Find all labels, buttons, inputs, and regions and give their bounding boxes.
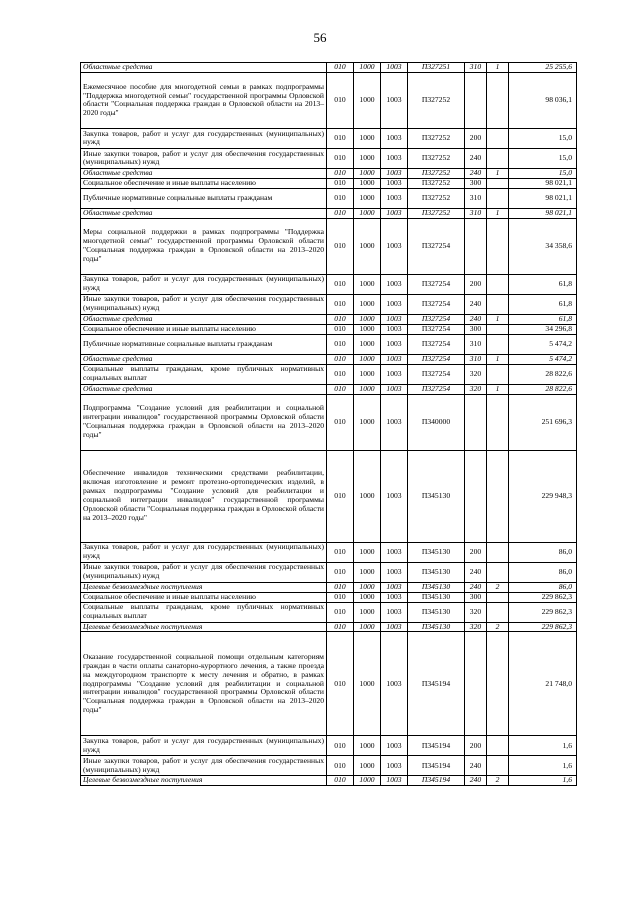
row-funding-source — [487, 632, 509, 736]
row-name: Социальное обеспечение и иные выплаты населению — [81, 592, 327, 602]
row-admin-code: 010 — [327, 314, 354, 324]
row-subsection-code: 1003 — [381, 602, 408, 622]
row-funding-source — [487, 324, 509, 334]
row-amount: 61,8 — [509, 294, 577, 314]
row-expense-type: 240 — [465, 582, 487, 592]
row-name: Областные средства — [81, 314, 327, 324]
row-name: Публичные нормативные социальные выплаты гражданам — [81, 188, 327, 208]
row-expense-type — [465, 632, 487, 736]
row-target-code: П327252 — [408, 128, 465, 148]
row-amount: 229 862,3 — [509, 602, 577, 622]
row-section-code: 1000 — [354, 334, 381, 354]
row-name: Закупка товаров, работ и услуг для государственных (муниципальных) нужд — [81, 736, 327, 756]
row-funding-source — [487, 294, 509, 314]
row-expense-type — [465, 218, 487, 274]
row-expense-type: 320 — [465, 384, 487, 394]
table-row — [81, 582, 577, 592]
row-target-code: П345130 — [408, 622, 465, 632]
row-expense-type — [465, 394, 487, 450]
row-admin-code: 010 — [327, 384, 354, 394]
row-name: Оказание государственной социальной помощи отдельным категориям граждан в части оплаты санаторно-курортного лечения, а также проезда на междугородном транспорте к месту лечения и обратно, в рамках подпрограммы "Создание условий для реабилитации и социальной интеграции инвалидов" государственной программы Орловской области "Социальная поддержка граждан в Орловской области на 2013–2020 годы" — [81, 632, 327, 736]
row-funding-source: 1 — [487, 208, 509, 218]
row-amount: 15,0 — [509, 128, 577, 148]
row-funding-source: 1 — [487, 354, 509, 364]
row-amount: 98 021,1 — [509, 188, 577, 208]
row-admin-code: 010 — [327, 450, 354, 542]
row-expense-type: 240 — [465, 776, 487, 786]
row-name: Публичные нормативные социальные выплаты гражданам — [81, 334, 327, 354]
row-admin-code: 010 — [327, 562, 354, 582]
row-section-code: 1000 — [354, 274, 381, 294]
row-expense-type: 200 — [465, 542, 487, 562]
row-subsection-code: 1003 — [381, 450, 408, 542]
row-admin-code: 010 — [327, 178, 354, 188]
row-expense-type: 320 — [465, 622, 487, 632]
row-section-code: 1000 — [354, 128, 381, 148]
row-name: Областные средства — [81, 354, 327, 364]
row-subsection-code: 1003 — [381, 178, 408, 188]
table-row — [81, 274, 577, 294]
budget-table-body — [81, 63, 577, 786]
row-target-code: П345194 — [408, 736, 465, 756]
row-section-code: 1000 — [354, 542, 381, 562]
row-subsection-code: 1003 — [381, 274, 408, 294]
row-amount: 229 862,3 — [509, 622, 577, 632]
row-target-code: П327254 — [408, 354, 465, 364]
row-expense-type: 240 — [465, 148, 487, 168]
row-section-code: 1000 — [354, 756, 381, 776]
row-amount: 15,0 — [509, 168, 577, 178]
row-expense-type: 310 — [465, 188, 487, 208]
row-admin-code: 010 — [327, 602, 354, 622]
row-subsection-code: 1003 — [381, 384, 408, 394]
row-admin-code: 010 — [327, 394, 354, 450]
row-section-code: 1000 — [354, 736, 381, 756]
row-target-code: П345130 — [408, 450, 465, 542]
row-funding-source: 2 — [487, 582, 509, 592]
row-admin-code: 010 — [327, 148, 354, 168]
row-subsection-code: 1003 — [381, 364, 408, 384]
row-section-code: 1000 — [354, 602, 381, 622]
row-amount: 25 255,6 — [509, 63, 577, 73]
row-subsection-code: 1003 — [381, 148, 408, 168]
row-admin-code: 010 — [327, 334, 354, 354]
table-row — [81, 178, 577, 188]
table-row — [81, 148, 577, 168]
table-row — [81, 632, 577, 736]
row-admin-code: 010 — [327, 188, 354, 208]
row-name: Иные закупки товаров, работ и услуг для обеспечения государственных (муниципальных) нужд — [81, 756, 327, 776]
table-row — [81, 384, 577, 394]
row-target-code: П345130 — [408, 562, 465, 582]
row-section-code: 1000 — [354, 188, 381, 208]
row-admin-code: 010 — [327, 622, 354, 632]
row-amount: 98 021,1 — [509, 208, 577, 218]
table-row — [81, 592, 577, 602]
row-subsection-code: 1003 — [381, 562, 408, 582]
row-expense-type: 300 — [465, 178, 487, 188]
table-row — [81, 72, 577, 128]
row-admin-code: 010 — [327, 364, 354, 384]
row-name: Социальные выплаты гражданам, кроме публичных нормативных социальных выплат — [81, 364, 327, 384]
row-admin-code: 010 — [327, 63, 354, 73]
row-target-code: П327252 — [408, 148, 465, 168]
row-expense-type: 240 — [465, 756, 487, 776]
row-subsection-code: 1003 — [381, 294, 408, 314]
row-subsection-code: 1003 — [381, 63, 408, 73]
row-target-code: П327254 — [408, 364, 465, 384]
row-admin-code: 010 — [327, 72, 354, 128]
table-row — [81, 394, 577, 450]
row-section-code: 1000 — [354, 148, 381, 168]
row-subsection-code: 1003 — [381, 314, 408, 324]
row-name: Областные средства — [81, 208, 327, 218]
row-expense-type — [465, 72, 487, 128]
row-section-code: 1000 — [354, 394, 381, 450]
row-target-code: П345130 — [408, 542, 465, 562]
row-name: Иные закупки товаров, работ и услуг для обеспечения государственных (муниципальных) нужд — [81, 294, 327, 314]
row-amount: 5 474,2 — [509, 354, 577, 364]
row-funding-source — [487, 592, 509, 602]
row-subsection-code: 1003 — [381, 208, 408, 218]
row-section-code: 1000 — [354, 178, 381, 188]
row-name: Иные закупки товаров, работ и услуг для обеспечения государственных (муниципальных) нужд — [81, 148, 327, 168]
row-section-code: 1000 — [354, 632, 381, 736]
row-funding-source — [487, 736, 509, 756]
row-section-code: 1000 — [354, 582, 381, 592]
row-expense-type: 310 — [465, 354, 487, 364]
row-funding-source — [487, 72, 509, 128]
row-expense-type: 240 — [465, 562, 487, 582]
table-row — [81, 208, 577, 218]
row-section-code: 1000 — [354, 208, 381, 218]
row-name: Областные средства — [81, 384, 327, 394]
row-target-code: П327254 — [408, 314, 465, 324]
table-row — [81, 188, 577, 208]
row-amount: 61,8 — [509, 314, 577, 324]
row-amount: 5 474,2 — [509, 334, 577, 354]
row-subsection-code: 1003 — [381, 354, 408, 364]
row-amount: 229 862,3 — [509, 592, 577, 602]
row-name: Социальное обеспечение и иные выплаты населению — [81, 178, 327, 188]
row-amount: 28 822,6 — [509, 364, 577, 384]
row-amount: 34 296,8 — [509, 324, 577, 334]
row-amount: 28 822,6 — [509, 384, 577, 394]
row-amount: 229 948,3 — [509, 450, 577, 542]
row-section-code: 1000 — [354, 72, 381, 128]
table-row — [81, 542, 577, 562]
row-funding-source — [487, 148, 509, 168]
table-row — [81, 364, 577, 384]
row-expense-type — [465, 450, 487, 542]
row-name: Областные средства — [81, 168, 327, 178]
row-admin-code: 010 — [327, 294, 354, 314]
row-section-code: 1000 — [354, 364, 381, 384]
row-target-code: П345194 — [408, 776, 465, 786]
row-target-code: П327252 — [408, 178, 465, 188]
row-expense-type: 300 — [465, 592, 487, 602]
row-section-code: 1000 — [354, 63, 381, 73]
row-name: Закупка товаров, работ и услуг для государственных (муниципальных) нужд — [81, 128, 327, 148]
row-subsection-code: 1003 — [381, 736, 408, 756]
row-admin-code: 010 — [327, 354, 354, 364]
row-funding-source — [487, 394, 509, 450]
row-funding-source — [487, 334, 509, 354]
row-target-code: П327254 — [408, 218, 465, 274]
row-expense-type: 320 — [465, 602, 487, 622]
row-subsection-code: 1003 — [381, 188, 408, 208]
row-subsection-code: 1003 — [381, 582, 408, 592]
table-row — [81, 736, 577, 756]
row-section-code: 1000 — [354, 622, 381, 632]
row-subsection-code: 1003 — [381, 542, 408, 562]
table-row — [81, 602, 577, 622]
row-subsection-code: 1003 — [381, 622, 408, 632]
row-funding-source — [487, 450, 509, 542]
row-target-code: П345130 — [408, 592, 465, 602]
table-row — [81, 168, 577, 178]
row-funding-source — [487, 218, 509, 274]
page-number: 56 — [313, 30, 327, 45]
row-admin-code: 010 — [327, 582, 354, 592]
row-admin-code: 010 — [327, 324, 354, 334]
row-expense-type: 200 — [465, 736, 487, 756]
row-subsection-code: 1003 — [381, 756, 408, 776]
row-subsection-code: 1003 — [381, 324, 408, 334]
table-row — [81, 756, 577, 776]
row-name: Меры социальной поддержки в рамках подпрограммы "Поддержка многодетной семьи" государственной программы Орловской области "Социальная поддержка граждан в Орловской области на 2013–2020 годы" — [81, 218, 327, 274]
row-expense-type: 200 — [465, 128, 487, 148]
row-funding-source: 2 — [487, 622, 509, 632]
row-name: Социальные выплаты гражданам, кроме публичных нормативных социальных выплат — [81, 602, 327, 622]
row-admin-code: 010 — [327, 756, 354, 776]
row-section-code: 1000 — [354, 562, 381, 582]
row-admin-code: 010 — [327, 218, 354, 274]
row-amount: 61,8 — [509, 274, 577, 294]
table-row — [81, 294, 577, 314]
row-name: Закупка товаров, работ и услуг для государственных (муниципальных) нужд — [81, 542, 327, 562]
table-row — [81, 63, 577, 73]
row-funding-source: 1 — [487, 314, 509, 324]
row-name: Целевые безвозмездные поступления — [81, 582, 327, 592]
row-expense-type: 240 — [465, 294, 487, 314]
row-target-code: П327254 — [408, 324, 465, 334]
row-amount: 1,6 — [509, 736, 577, 756]
row-admin-code: 010 — [327, 736, 354, 756]
row-subsection-code: 1003 — [381, 128, 408, 148]
row-funding-source — [487, 542, 509, 562]
row-admin-code: 010 — [327, 776, 354, 786]
row-amount: 86,0 — [509, 562, 577, 582]
row-name: Закупка товаров, работ и услуг для государственных (муниципальных) нужд — [81, 274, 327, 294]
row-target-code: П327254 — [408, 334, 465, 354]
row-subsection-code: 1003 — [381, 394, 408, 450]
row-subsection-code: 1003 — [381, 168, 408, 178]
row-name: Целевые безвозмездные поступления — [81, 622, 327, 632]
row-funding-source — [487, 128, 509, 148]
row-target-code: П327254 — [408, 294, 465, 314]
row-expense-type: 310 — [465, 208, 487, 218]
row-section-code: 1000 — [354, 314, 381, 324]
row-admin-code: 010 — [327, 168, 354, 178]
row-amount: 86,0 — [509, 582, 577, 592]
row-funding-source: 1 — [487, 168, 509, 178]
row-amount: 1,6 — [509, 756, 577, 776]
row-admin-code: 010 — [327, 542, 354, 562]
table-row — [81, 354, 577, 364]
row-funding-source: 1 — [487, 63, 509, 73]
table-row — [81, 450, 577, 542]
row-target-code: П345130 — [408, 602, 465, 622]
table-row — [81, 776, 577, 786]
row-funding-source — [487, 188, 509, 208]
row-funding-source — [487, 274, 509, 294]
row-expense-type: 310 — [465, 63, 487, 73]
row-target-code: П327251 — [408, 63, 465, 73]
row-section-code: 1000 — [354, 776, 381, 786]
row-admin-code: 010 — [327, 274, 354, 294]
row-expense-type: 320 — [465, 364, 487, 384]
row-funding-source: 1 — [487, 384, 509, 394]
table-row — [81, 622, 577, 632]
row-name: Иные закупки товаров, работ и услуг для обеспечения государственных (муниципальных) нужд — [81, 562, 327, 582]
row-subsection-code: 1003 — [381, 592, 408, 602]
row-expense-type: 300 — [465, 324, 487, 334]
row-amount: 34 358,6 — [509, 218, 577, 274]
row-target-code: П327254 — [408, 384, 465, 394]
row-target-code: П327252 — [408, 168, 465, 178]
row-amount: 98 021,1 — [509, 178, 577, 188]
row-admin-code: 010 — [327, 592, 354, 602]
row-section-code: 1000 — [354, 218, 381, 274]
row-subsection-code: 1003 — [381, 218, 408, 274]
table-row — [81, 324, 577, 334]
row-name: Социальное обеспечение и иные выплаты населению — [81, 324, 327, 334]
table-row — [81, 562, 577, 582]
row-amount: 21 748,0 — [509, 632, 577, 736]
row-section-code: 1000 — [354, 354, 381, 364]
row-amount: 251 696,3 — [509, 394, 577, 450]
row-section-code: 1000 — [354, 592, 381, 602]
table-row — [81, 128, 577, 148]
row-amount: 98 036,1 — [509, 72, 577, 128]
row-name: Ежемесячное пособие для многодетной семьи в рамках подпрограммы "Поддержка многодетной семьи" государственной программы Орловской области "Социальная поддержка граждан в Орловской области на 2013–2020 годы" — [81, 72, 327, 128]
row-name: Целевые безвозмездные поступления — [81, 776, 327, 786]
row-funding-source — [487, 178, 509, 188]
row-target-code: П345130 — [408, 582, 465, 592]
row-name: Областные средства — [81, 63, 327, 73]
row-funding-source — [487, 756, 509, 776]
row-target-code: П327254 — [408, 274, 465, 294]
row-funding-source: 2 — [487, 776, 509, 786]
row-amount: 1,6 — [509, 776, 577, 786]
row-target-code: П340000 — [408, 394, 465, 450]
row-admin-code: 010 — [327, 208, 354, 218]
row-target-code: П327252 — [408, 208, 465, 218]
row-admin-code: 010 — [327, 632, 354, 736]
row-funding-source — [487, 364, 509, 384]
row-target-code: П327252 — [408, 72, 465, 128]
row-expense-type: 200 — [465, 274, 487, 294]
row-target-code: П345194 — [408, 632, 465, 736]
row-subsection-code: 1003 — [381, 776, 408, 786]
row-subsection-code: 1003 — [381, 334, 408, 354]
row-name: Подпрограмма "Создание условий для реабилитации и социальной интеграции инвалидов" государственной программы Орловской области "Социальная поддержка граждан в Орловской области на 2013–2020 годы" — [81, 394, 327, 450]
row-target-code: П327252 — [408, 188, 465, 208]
row-section-code: 1000 — [354, 384, 381, 394]
row-amount: 86,0 — [509, 542, 577, 562]
row-section-code: 1000 — [354, 168, 381, 178]
table-row — [81, 314, 577, 324]
row-expense-type: 240 — [465, 314, 487, 324]
row-name: Обеспечение инвалидов техническими средствами реабилитации, включая изготовление и ремонт протезно-ортопедических изделий, в рамках подпрограммы "Создание условий для реабилитации и социальной интеграции инвалидов" государственной программы Орловской области "Социальная поддержка граждан в Орловской области на 2013–2020 годы" — [81, 450, 327, 542]
row-target-code: П345194 — [408, 756, 465, 776]
row-subsection-code: 1003 — [381, 632, 408, 736]
budget-table — [80, 62, 577, 786]
row-amount: 15,0 — [509, 148, 577, 168]
row-expense-type: 240 — [465, 168, 487, 178]
row-section-code: 1000 — [354, 294, 381, 314]
row-funding-source — [487, 562, 509, 582]
table-row — [81, 218, 577, 274]
row-admin-code: 010 — [327, 128, 354, 148]
table-row — [81, 334, 577, 354]
row-subsection-code: 1003 — [381, 72, 408, 128]
row-funding-source — [487, 602, 509, 622]
row-section-code: 1000 — [354, 324, 381, 334]
row-section-code: 1000 — [354, 450, 381, 542]
row-expense-type: 310 — [465, 334, 487, 354]
